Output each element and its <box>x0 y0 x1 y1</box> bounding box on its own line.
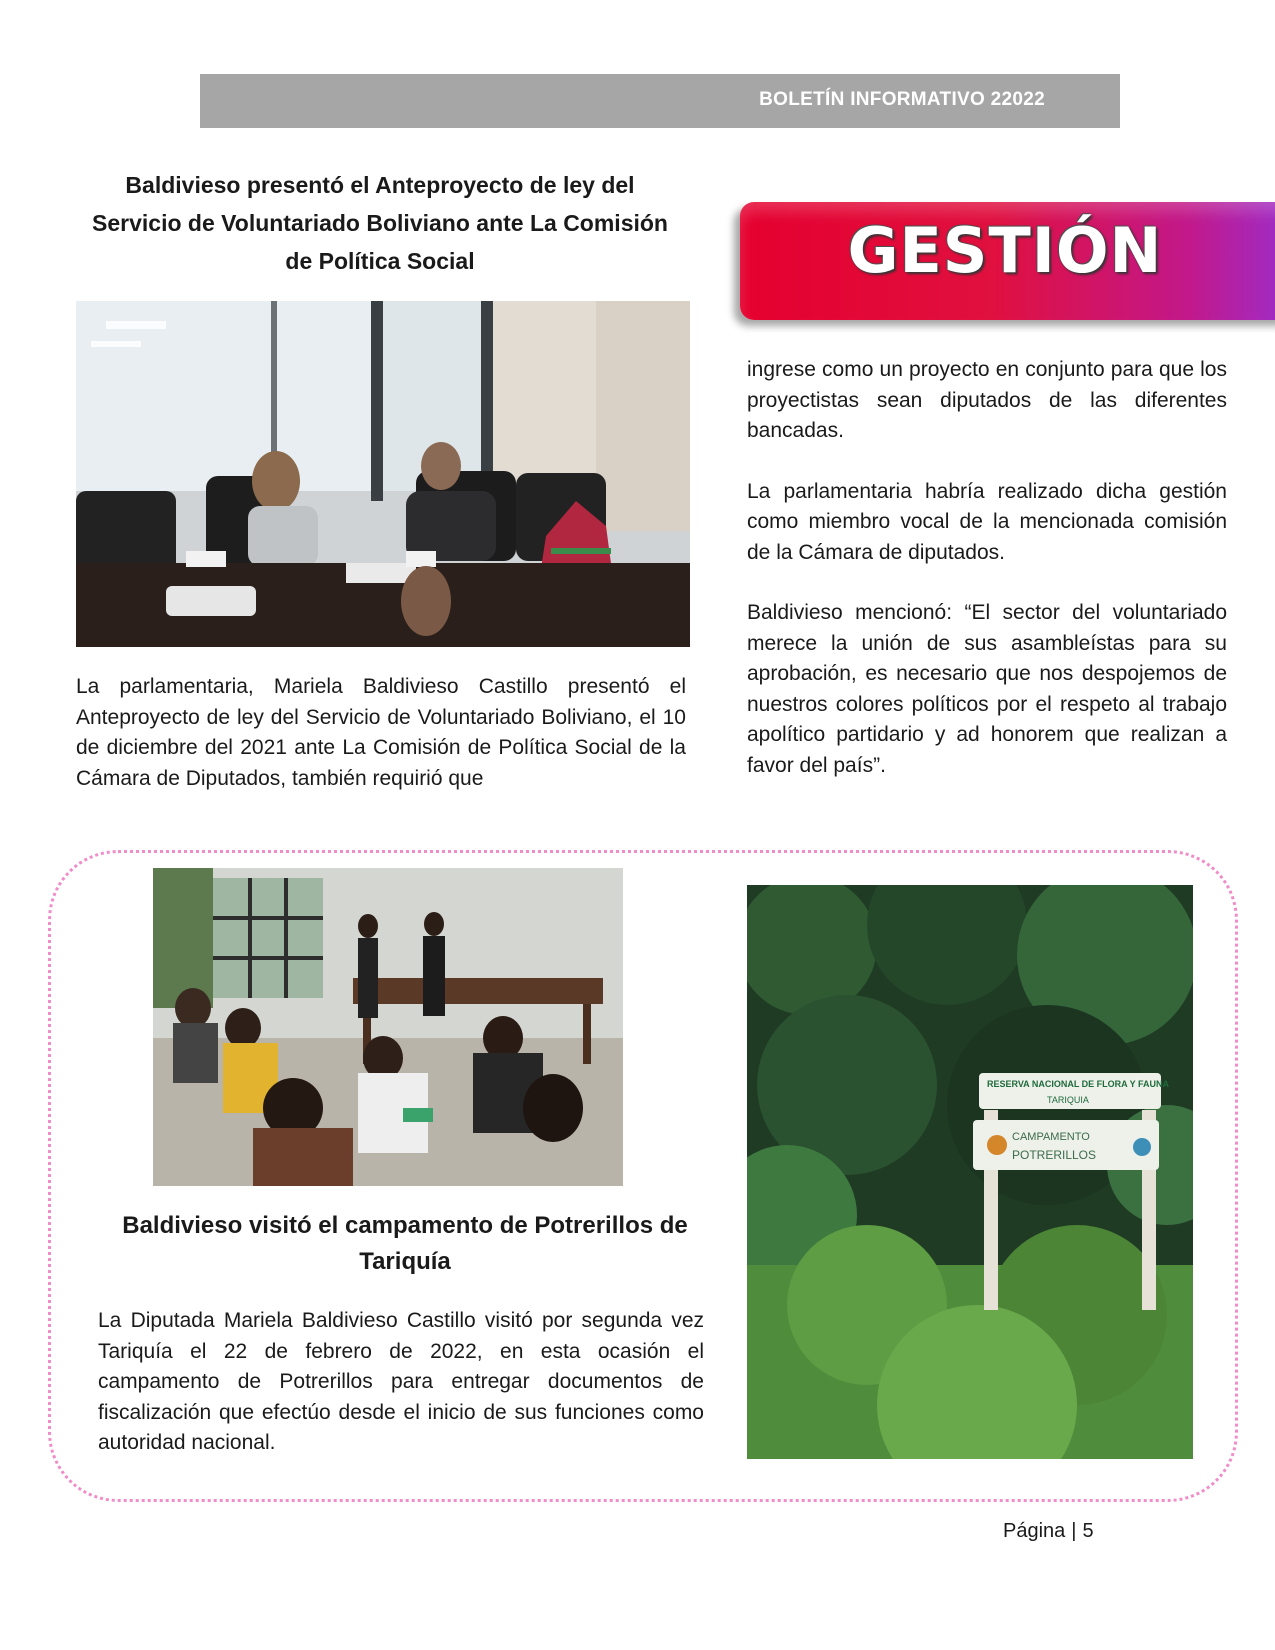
right-paragraph-3: Baldivieso mencionó: “El sector del voluntariado merece la unión de sus asambleístas para su aprobación, es necesario que nos despojemos de nuestros colores políticos por el respeto al trabajo apolítico partidario y ad honorem que realizan a favor del país”. <box>747 601 1227 777</box>
meeting-photo <box>76 301 690 647</box>
page-label: Página <box>1003 1520 1066 1542</box>
right-paragraph-1: ingrese como un proyecto en conjunto para que los proyectistas sean diputados de las diferentes bancadas. <box>747 358 1227 442</box>
header-band <box>200 74 1120 128</box>
section-banner-label: GESTIÓN <box>847 214 1163 287</box>
sign-line-2: TARIQUIA <box>1047 1095 1089 1105</box>
section-banner <box>740 202 1275 320</box>
article-2-headline: Baldivieso visitó el campamento de Potrerillos de Tariquía <box>122 1212 688 1275</box>
page-separator: | <box>1071 1520 1077 1542</box>
sign-line-3: CAMPAMENTO <box>1012 1131 1090 1143</box>
sign-line-1: RESERVA NACIONAL DE FLORA Y FAUNA <box>987 1079 1170 1089</box>
reserve-photo-illustration <box>747 885 1193 1459</box>
right-paragraph-2: La parlamentaria habría realizado dicha gestión como miembro vocal de la mencionada comisión de la Cámara de diputados. <box>747 479 1227 564</box>
article-2-body: La Diputada Mariela Baldivieso Castillo visitó por segunda vez Tariquía el 22 de febrero de 2022, en esta ocasión el campamento de Potrerillos para entregar documentos de fiscalización que efectúo desde el inicio de sus funciones como autoridad nacional. <box>98 1309 704 1454</box>
page-footer <box>1003 1520 1094 1543</box>
classroom-photo <box>153 868 623 1186</box>
article-1-headline: Baldivieso presentó el Anteproyecto de ley del Servicio de Voluntariado Boliviano ante La Comisión de Política Social <box>92 172 668 274</box>
classroom-photo-illustration <box>153 868 623 1186</box>
bulletin-title: BOLETÍN INFORMATIVO 22022 <box>759 89 1045 110</box>
sign-line-4: POTRERILLOS <box>1012 1148 1097 1162</box>
article-1-body-left: La parlamentaria, Mariela Baldivieso Castillo presentó el Anteproyecto de ley del Servicio de Voluntariado Boliviano, el 10 de diciembre del 2021 ante La Comisión de Política Social de la Cámara de Diputados, también requirió que <box>76 675 686 790</box>
page-number: 5 <box>1082 1520 1094 1542</box>
article-1-right-column <box>747 355 1227 781</box>
reserve-photo <box>747 885 1193 1459</box>
meeting-photo-illustration <box>76 301 690 647</box>
